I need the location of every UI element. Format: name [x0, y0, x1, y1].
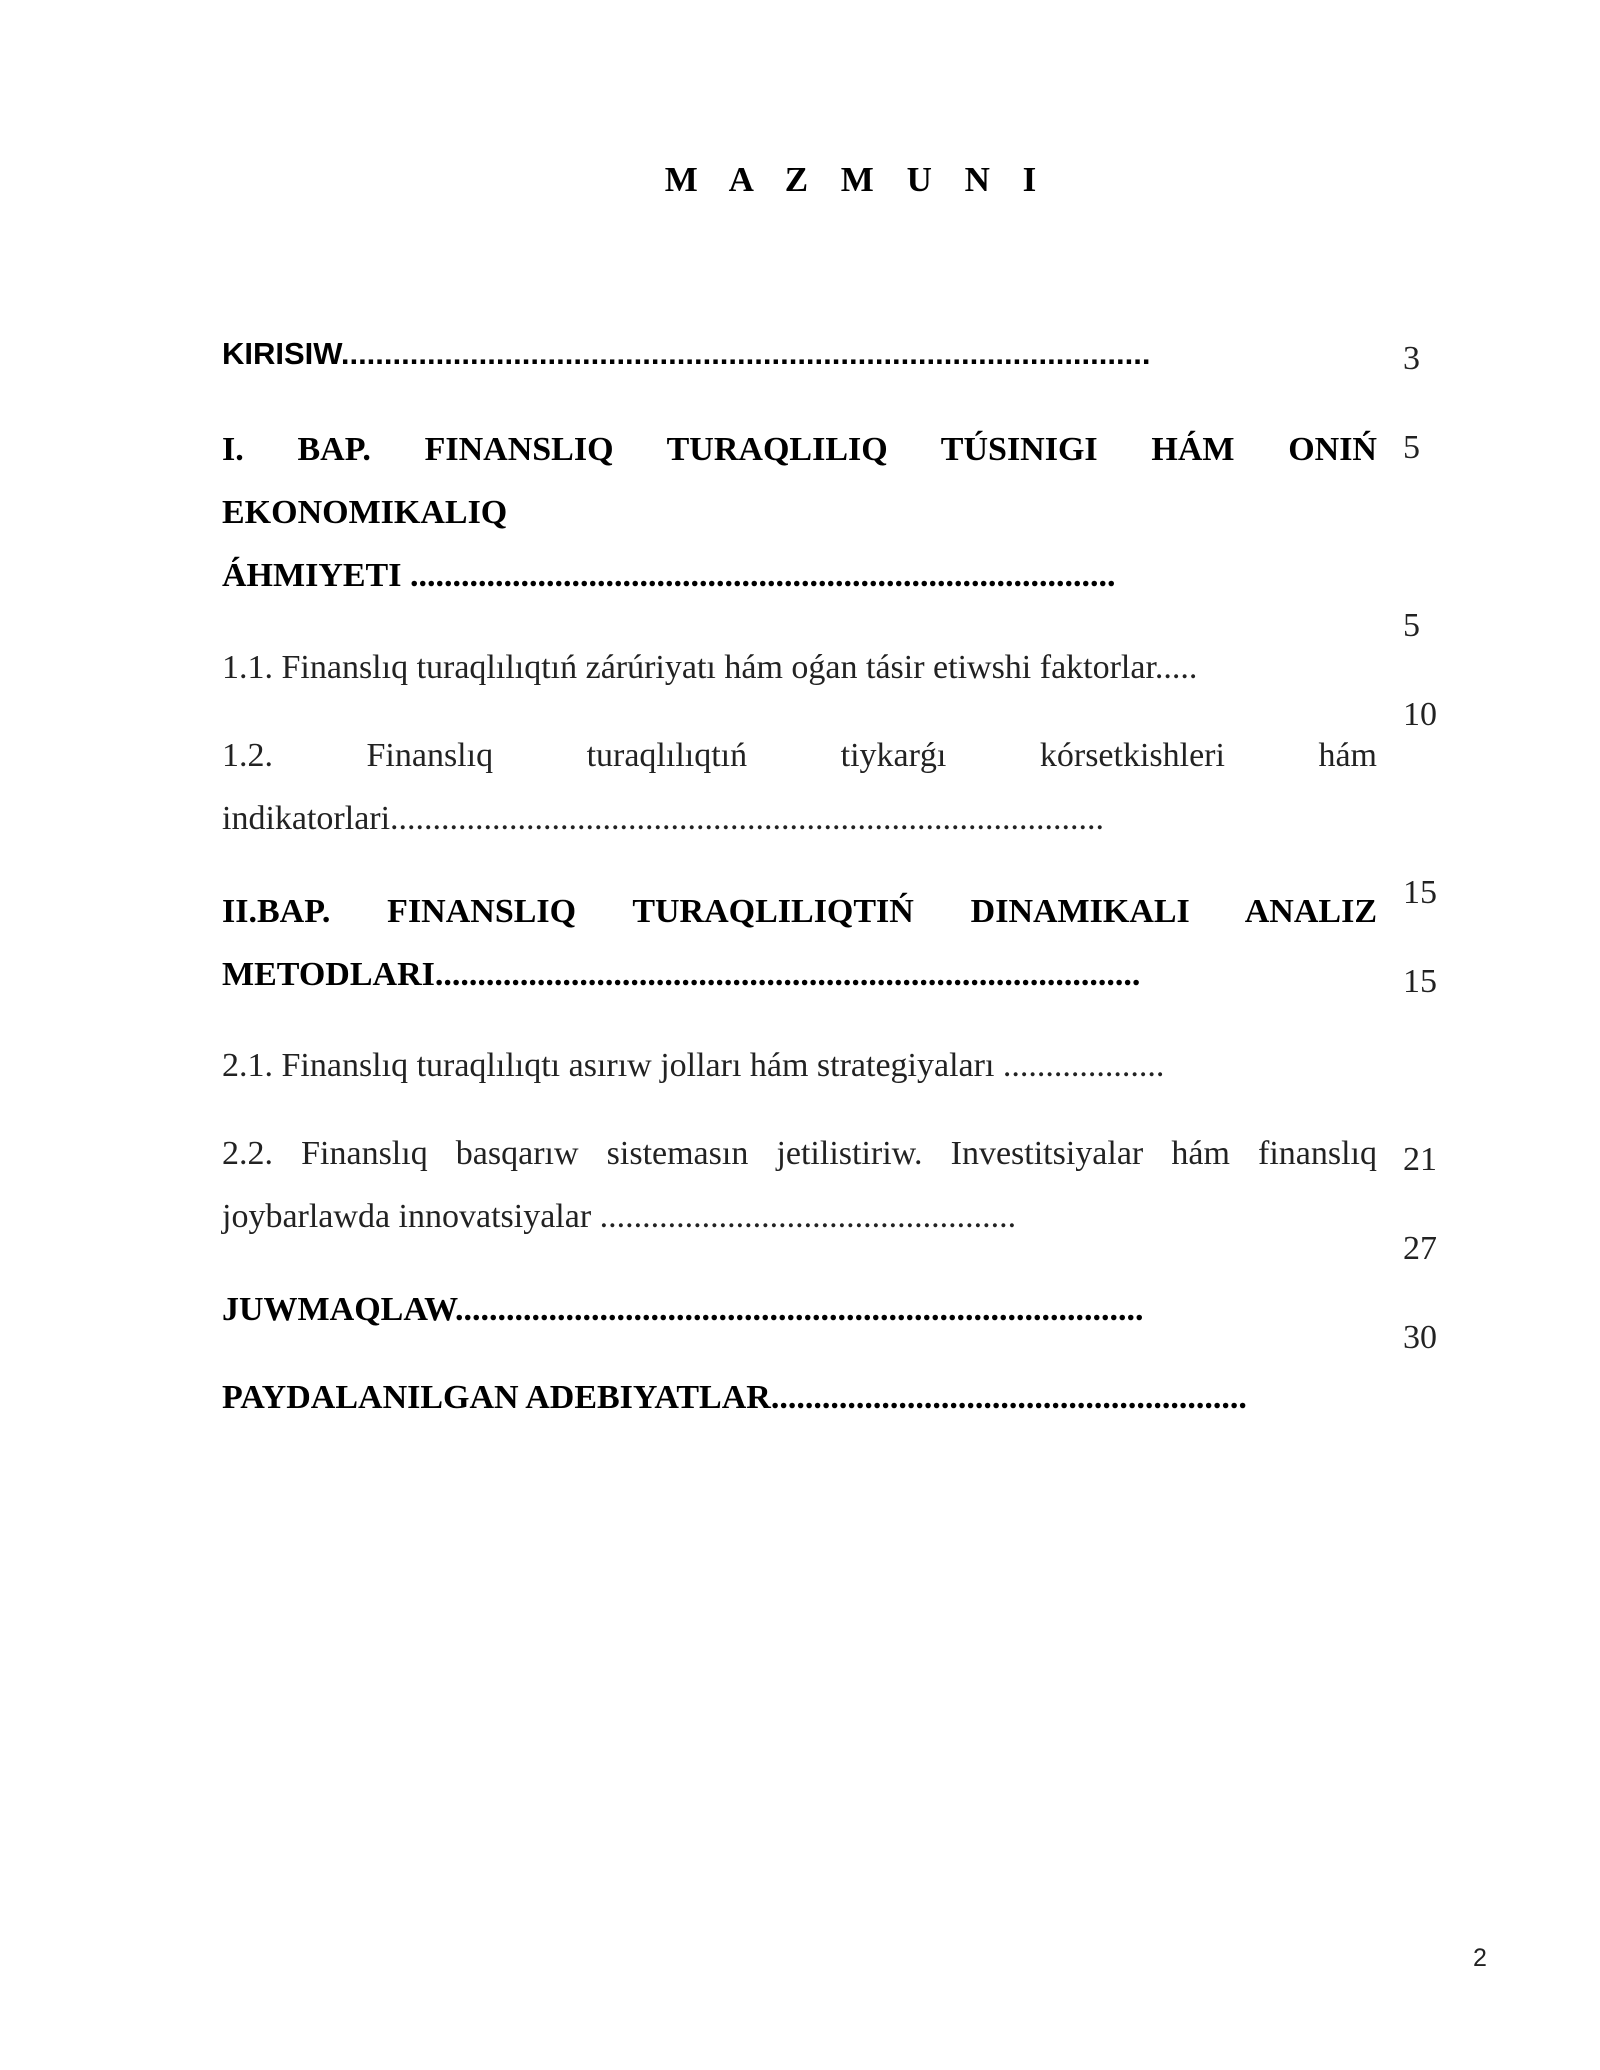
- toc-page-number: 21: [1403, 1141, 1437, 1178]
- toc-entry-section-1-2-line-1: 1.2. Finanslıq turaqlılıqtıń tiykarǵı kórsetkishleri hám: [222, 737, 1377, 774]
- toc-entry-chapter-1: [222, 418, 1377, 607]
- toc-entry-section-1-2: [222, 724, 1377, 850]
- toc-entry-section-1-2-line-2: indikatorlari....................................................................................: [222, 800, 1105, 837]
- toc-entry-intro: [222, 329, 1377, 379]
- toc-entry-chapter-2-line-1: II.BAP. FINANSLIQ TURAQLILIQTIŃ DINAMIKALI ANALIZ: [222, 893, 1377, 930]
- toc-entry-intro-text: KIRISIW..............................................................................................: [222, 336, 1151, 371]
- toc-entry-chapter-1-line-1: I. BAP. FINANSLIQ TURAQLILIQ TÚSINIGI HÁM ONIŃ: [222, 431, 1377, 468]
- toc-page-number: 15: [1403, 963, 1437, 1000]
- toc-entry-section-2-2-line-2: joybarlawda innovatsiyalar .................................................: [222, 1198, 1017, 1235]
- toc-entry-section-2-2: [222, 1122, 1377, 1248]
- toc-page-number: 15: [1403, 874, 1437, 911]
- toc-entry-chapter-2: [222, 880, 1377, 1006]
- footer-page-number: 2: [1473, 1944, 1487, 1972]
- toc-entry-section-1-1-text: 1.1. Finanslıq turaqlılıqtıń zárúriyatı hám oǵan tásir etiwshi faktorlar.....: [222, 649, 1198, 686]
- toc-entry-section-2-1: [222, 1034, 1377, 1097]
- toc-entry-literature-text: PAYDALANILGAN ADEBIYATLAR........................................................: [222, 1379, 1247, 1416]
- toc-page-number: 10: [1403, 696, 1437, 733]
- toc-entry-section-2-1-text: 2.1. Finanslıq turaqlılıqtı asırıw jolları hám strategiyaları ...................: [222, 1047, 1165, 1084]
- toc-page-number: 3: [1403, 340, 1420, 377]
- toc-page-number: 27: [1403, 1230, 1437, 1267]
- toc-page-number: 30: [1403, 1319, 1437, 1356]
- page-title: M A Z M U N I: [664, 160, 1049, 199]
- toc-entry-chapter-1-line-3: ÁHMIYETI ...................................................................................: [222, 557, 1116, 594]
- toc-entry-chapter-1-line-2: EKONOMIKALIQ: [222, 494, 508, 531]
- toc-entry-chapter-2-line-2: METODLARI...................................................................................: [222, 956, 1141, 993]
- toc-page-number: 5: [1403, 429, 1420, 466]
- toc-entry-literature: [222, 1366, 1377, 1429]
- toc-entry-section-2-2-line-1: 2.2. Finanslıq basqarıw sistemasın jetilistiriw. Investitsiyalar hám finanslıq: [222, 1135, 1377, 1172]
- toc-page-number: 5: [1403, 607, 1420, 644]
- toc-entry-conclusion-text: JUWMAQLAW.................................................................................: [222, 1291, 1144, 1328]
- toc-entry-conclusion: [222, 1278, 1377, 1341]
- toc-entry-section-1-1: [222, 636, 1377, 699]
